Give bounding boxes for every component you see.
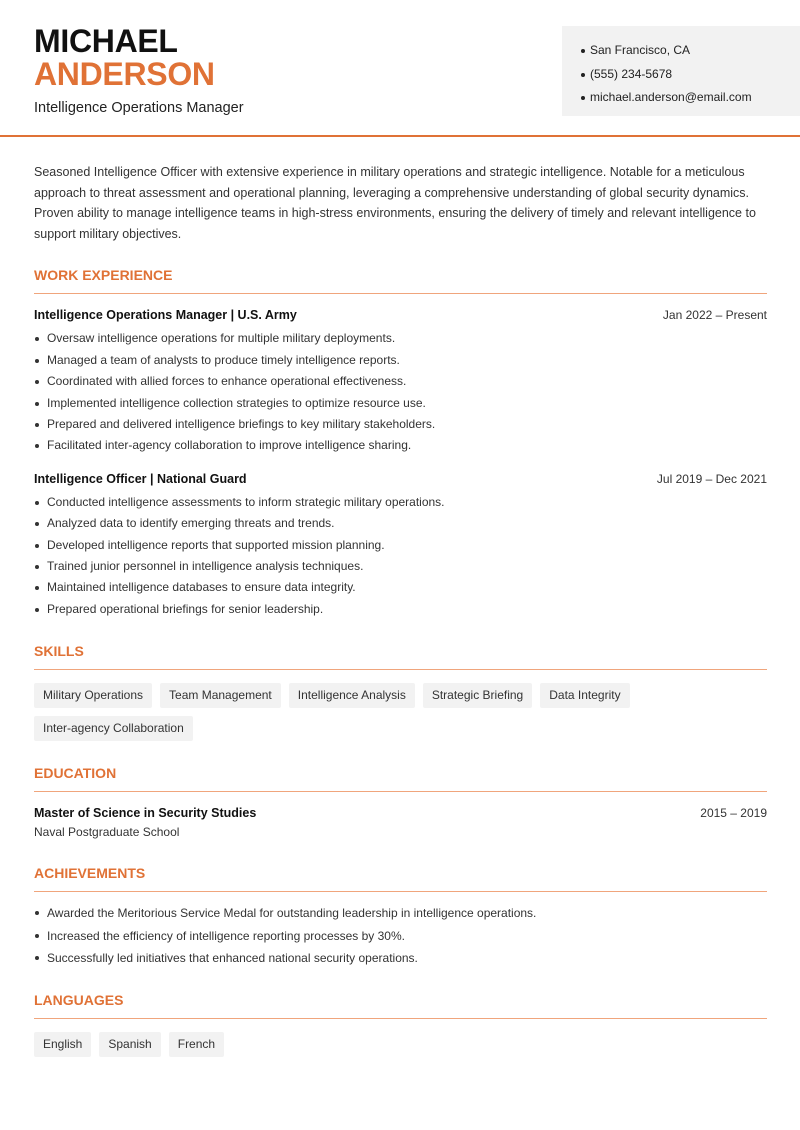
list-item: Coordinated with allied forces to enhance operational effectiveness. xyxy=(34,371,767,392)
achievements-list xyxy=(34,902,767,970)
list-item: Oversaw intelligence operations for multiple military deployments. xyxy=(34,328,767,349)
list-item: Implemented intelligence collection strategies to optimize resource use. xyxy=(34,393,767,414)
section-title-languages: LANGUAGES xyxy=(34,992,767,1019)
skills-section xyxy=(34,643,767,741)
contact-location: San Francisco, CA xyxy=(581,39,800,63)
section-title-achievements: ACHIEVEMENTS xyxy=(34,865,767,892)
contact-email[interactable]: michael.anderson@email.com xyxy=(581,86,800,110)
languages-section xyxy=(34,992,767,1057)
job-entry xyxy=(34,472,767,620)
job-dates: Jul 2019 – Dec 2021 xyxy=(656,471,767,486)
list-item: Developed intelligence reports that supported mission planning. xyxy=(34,535,767,556)
education-header xyxy=(34,806,767,820)
section-title-education: EDUCATION xyxy=(34,765,767,792)
list-item: Prepared and delivered intelligence briefings to key military stakeholders. xyxy=(34,414,767,435)
list-item: Managed a team of analysts to produce timely intelligence reports. xyxy=(34,350,767,371)
resume-body xyxy=(34,162,767,1057)
resume-header xyxy=(0,0,800,137)
list-item: Trained junior personnel in intelligence analysis techniques. xyxy=(34,556,767,577)
achievements-section xyxy=(34,865,767,970)
language-tag: Spanish xyxy=(99,1032,160,1057)
list-item: Analyzed data to identify emerging threats and trends. xyxy=(34,513,767,534)
skill-tag: Data Integrity xyxy=(540,683,629,708)
list-item: Facilitated inter-agency collaboration to improve intelligence sharing. xyxy=(34,435,767,456)
section-title-skills: SKILLS xyxy=(34,643,767,670)
language-tag: English xyxy=(34,1032,91,1057)
contact-list xyxy=(581,39,800,110)
skills-list xyxy=(34,683,767,741)
job-dates: Jan 2022 – Present xyxy=(662,308,767,323)
list-item: Successfully led initiatives that enhanced national security operations. xyxy=(34,947,767,970)
education-school: Naval Postgraduate School xyxy=(34,825,180,840)
skill-tag: Team Management xyxy=(160,683,281,708)
list-item: Maintained intelligence databases to ensure data integrity. xyxy=(34,577,767,598)
education-degree: Master of Science in Security Studies xyxy=(34,806,257,821)
list-item: Prepared operational briefings for senior leadership. xyxy=(34,599,767,620)
contact-box xyxy=(562,26,800,116)
job-role: Intelligence Operations Manager | U.S. Army xyxy=(34,308,297,323)
list-item: Conducted intelligence assessments to inform strategic military operations. xyxy=(34,492,767,513)
candidate-title: Intelligence Operations Manager xyxy=(34,100,244,116)
last-name: ANDERSON xyxy=(34,56,215,92)
education-dates: 2015 – 2019 xyxy=(700,806,767,821)
skill-tag: Strategic Briefing xyxy=(423,683,532,708)
list-item: Increased the efficiency of intelligence reporting processes by 30%. xyxy=(34,925,767,948)
job-role: Intelligence Officer | National Guard xyxy=(34,471,247,486)
job-header xyxy=(34,308,767,322)
skill-tag: Military Operations xyxy=(34,683,152,708)
summary-text: Seasoned Intelligence Officer with extensive experience in military operations and strategic intelligence. Notable for a meticulous approach to threat assessment and operational planning, leveraging a comprehensive understanding of global security dynamics. Proven ability to manage intelligence teams in high-stress environments, ensuring the delivery of timely and relevant intelligence to support military objectives. xyxy=(34,165,756,241)
job-entry xyxy=(34,308,767,456)
job-header xyxy=(34,472,767,486)
section-title-work: WORK EXPERIENCE xyxy=(34,267,767,294)
work-experience-section xyxy=(34,267,767,620)
skill-tag: Intelligence Analysis xyxy=(289,683,415,708)
skill-tag: Inter-agency Collaboration xyxy=(34,716,193,741)
candidate-name xyxy=(34,25,215,91)
first-name: MICHAEL xyxy=(34,23,178,59)
education-section xyxy=(34,765,767,839)
contact-phone: (555) 234-5678 xyxy=(581,63,800,87)
languages-list xyxy=(34,1032,767,1057)
job-bullets xyxy=(34,328,767,456)
list-item: Awarded the Meritorious Service Medal for outstanding leadership in intelligence operations. xyxy=(34,902,767,925)
language-tag: French xyxy=(169,1032,224,1057)
job-bullets xyxy=(34,492,767,620)
